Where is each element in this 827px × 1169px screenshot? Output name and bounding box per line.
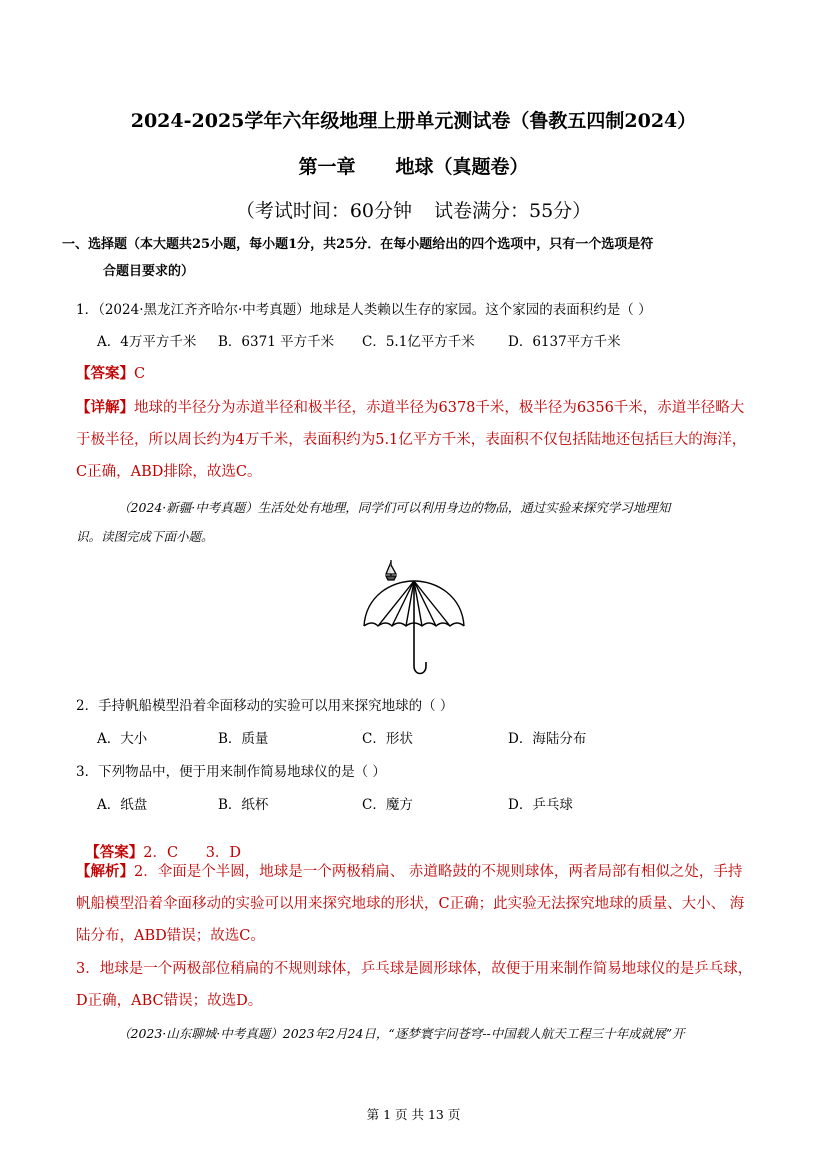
chapter-number: 第一章 xyxy=(298,156,356,178)
answer-label: 【答案】 xyxy=(76,365,134,382)
q1-option-c: C．5.1亿平方千米 xyxy=(362,334,475,350)
q3-option-c: C．魔方 xyxy=(362,797,413,813)
answer-value: 2．C 3．D xyxy=(143,845,242,861)
detail-label: 【详解】 xyxy=(76,399,134,416)
q1-option-d: D．6137平方千米 xyxy=(508,334,621,350)
umbrella-icon xyxy=(364,581,464,674)
q23-analysis-line2: 帆船模型沿着伞面移动的实验可以用来探究地球的形状，C正确；此实验无法探究地球的质量、大小、 海 xyxy=(76,896,745,912)
exam-info xyxy=(0,196,827,223)
q2-option-b: B．质量 xyxy=(218,731,269,747)
chapter-name: 地球（真题卷） xyxy=(395,156,529,178)
q1-answer xyxy=(76,362,145,383)
q23-answer xyxy=(76,825,241,862)
section-heading-cont: 合题目要求的） xyxy=(103,264,195,279)
q2-option-c: C．形状 xyxy=(362,731,413,747)
q23-analysis-line1: 【解析】2．伞面是个半圆，地球是一个两极稍扁、 赤道略鼓的不规则球体，两者局部有相似之处，手持 xyxy=(76,863,743,880)
q1-option-a: A．4万平方千米 xyxy=(97,334,197,350)
exam-time: （考试时间：60分钟 xyxy=(235,200,412,222)
q1-detail-line2: 于极半径，所以周长约为4万千米，表面积约为5.1亿平方千米，表面积不仅包括陆地还包括巨大的海洋， xyxy=(76,432,747,448)
q2-option-d: D．海陆分布 xyxy=(508,731,587,747)
analysis-label: 【解析】 xyxy=(76,863,134,880)
q23-analysis-line5: D正确，ABC错误；故选D。 xyxy=(76,993,263,1009)
q2-option-a: A．大小 xyxy=(97,731,148,747)
q23-analysis-line3: 陆分布，ABD错误；故选C。 xyxy=(76,928,265,944)
material-intro-next: （2023·山东聊城·中考真题）2023年2月24日，“逐梦寰宇问苍穹--中国载人航天工程三十年成就展”开 xyxy=(118,1026,685,1041)
material-intro-line2: 识。读图完成下面小题。 xyxy=(76,529,214,544)
q1-detail-line3: C正确，ABD排除，故选C。 xyxy=(76,464,262,480)
answer-value: C xyxy=(134,366,146,382)
q1-detail-line1: 【详解】地球的半径分为赤道半径和极半径，赤道半径为6378千米，极半径为6356千米，赤道半径略大 xyxy=(76,399,745,416)
umbrella-sailboat-figure xyxy=(356,556,472,680)
question-1-stem: 1．（2024·黑龙江齐齐哈尔·中考真题）地球是人类赖以生存的家园。这个家园的表面积约是（ ） xyxy=(76,302,652,318)
exam-title: 2024-2025学年六年级地理上册单元测试卷（鲁教五四制2024） xyxy=(130,110,697,132)
page-footer: 第 1 页 共 13 页 xyxy=(366,1107,461,1122)
full-score: 试卷满分：55分） xyxy=(434,200,592,222)
q3-option-d: D．乒乓球 xyxy=(508,797,573,813)
q23-analysis-line4: 3．地球是一个两极部位稍扁的不规则球体，乒乓球是圆形球体，故便于用来制作简易地球仪的是乒乓球， xyxy=(76,961,753,977)
answer-label: 【答案】 xyxy=(85,844,144,861)
chapter-heading xyxy=(0,152,827,179)
q3-option-b: B．纸杯 xyxy=(218,797,269,813)
q3-option-a: A．纸盘 xyxy=(97,797,148,813)
question-2-stem: 2．手持帆船模型沿着伞面移动的实验可以用来探究地球的（ ） xyxy=(76,698,454,714)
sailboat-icon xyxy=(386,560,396,580)
section-heading: 一、选择题（本大题共25小题，每小题1分，共25分．在每小题给出的四个选项中，只有一个选项是符 xyxy=(62,237,654,252)
material-intro-line1: （2024·新疆·中考真题）生活处处有地理，同学们可以利用身边的物品，通过实验来探究学习地理知 xyxy=(118,500,671,515)
question-3-stem: 3．下列物品中，便于用来制作简易地球仪的是（ ） xyxy=(76,764,386,780)
q1-option-b: B．6371 平方千米 xyxy=(218,334,335,350)
